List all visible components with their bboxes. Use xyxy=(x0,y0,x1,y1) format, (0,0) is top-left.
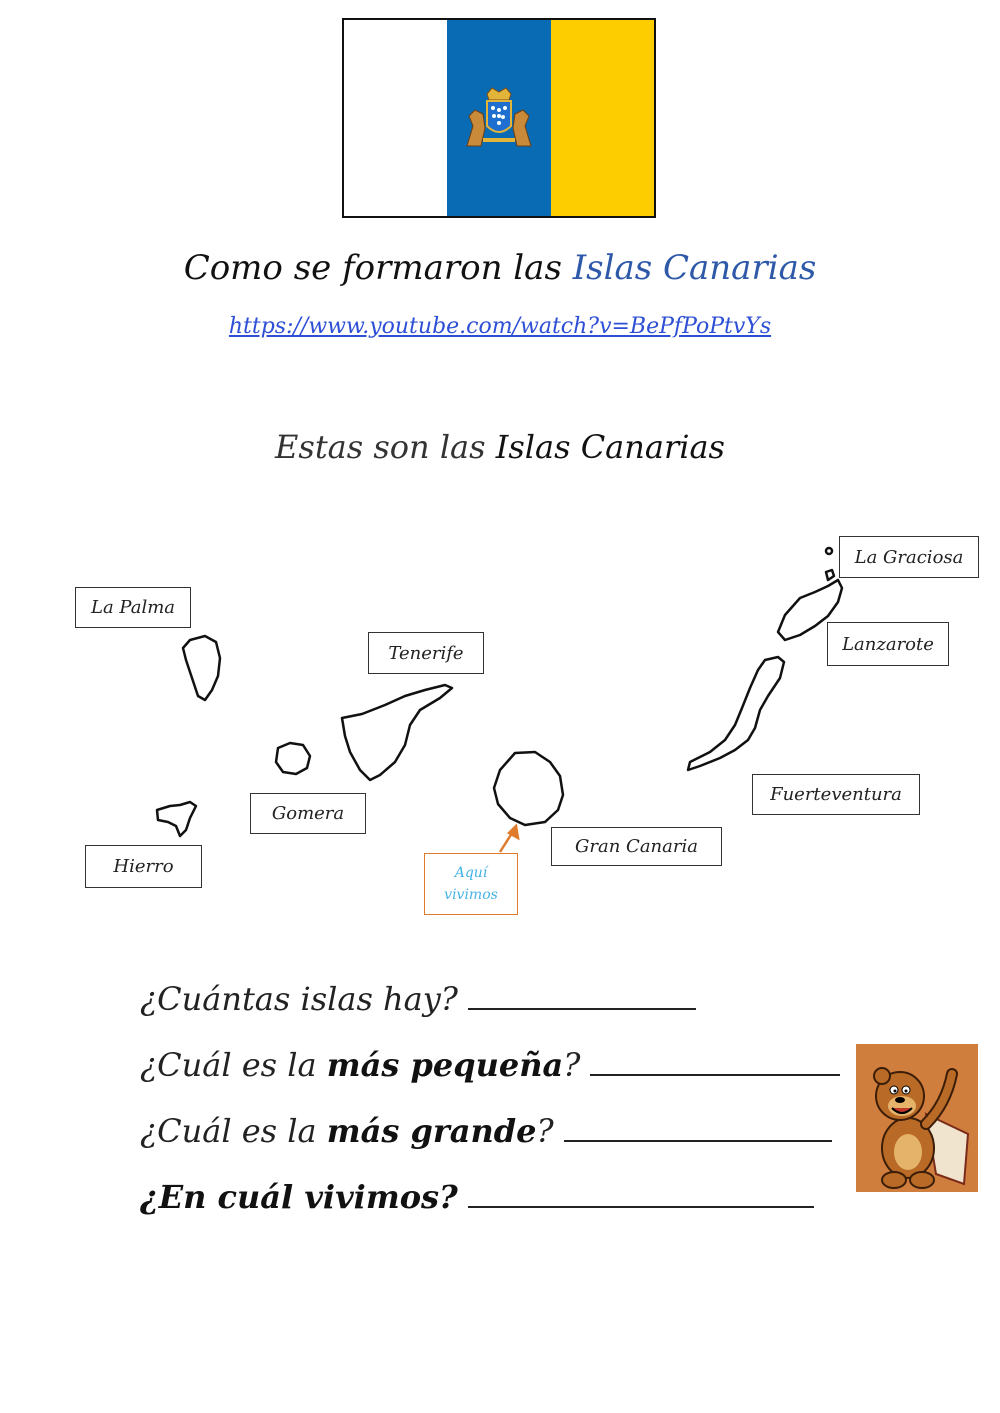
hierro-island xyxy=(157,802,196,836)
label-lanzarote: Lanzarote xyxy=(827,622,949,666)
question-3 xyxy=(140,1112,832,1150)
flag-white-stripe xyxy=(344,20,447,216)
answer-line-3[interactable] xyxy=(564,1139,832,1142)
answer-line-1[interactable] xyxy=(468,1007,696,1010)
label-fuerteventura: Fuerteventura xyxy=(752,774,920,815)
gran-canaria-island xyxy=(494,752,563,825)
map-subtitle xyxy=(0,428,1000,466)
coat-of-arms-icon xyxy=(459,86,539,150)
gomera-island xyxy=(276,743,310,774)
answer-line-4[interactable] xyxy=(468,1205,814,1208)
flag-yellow-stripe xyxy=(551,20,654,216)
question-4 xyxy=(140,1178,814,1216)
question-2 xyxy=(140,1046,840,1084)
label-la-graciosa: La Graciosa xyxy=(839,536,979,578)
question-2-post: ? xyxy=(563,1046,581,1084)
fuerteventura-island xyxy=(688,657,784,770)
vivimos-text: vivimos xyxy=(444,887,498,903)
youtube-link[interactable]: https://www.youtube.com/watch?v=BePfPoPtvYs xyxy=(228,314,772,339)
tenerife-island xyxy=(342,685,452,780)
question-2-pre: ¿Cuál es la xyxy=(140,1046,327,1084)
aqui-text: Aquí xyxy=(454,865,488,881)
label-tenerife: Tenerife xyxy=(368,632,484,674)
page-title xyxy=(0,248,1000,288)
alegranza-islet xyxy=(826,548,832,554)
question-4-text: ¿En cuál vivimos? xyxy=(140,1178,458,1216)
cartoon-bear-waving-icon xyxy=(856,1044,978,1192)
bear-illustration xyxy=(856,1044,978,1192)
title-accent: Islas Canarias xyxy=(572,248,817,288)
question-3-bold: más grande xyxy=(326,1112,537,1150)
label-gran-canaria: Gran Canaria xyxy=(551,827,722,866)
question-2-bold: más pequeña xyxy=(326,1046,564,1084)
label-la-palma: La Palma xyxy=(75,587,191,628)
la-palma-island xyxy=(183,636,220,700)
canary-islands-flag xyxy=(342,18,656,218)
question-3-post: ? xyxy=(536,1112,554,1150)
question-1-text: ¿Cuántas islas hay? xyxy=(140,980,458,1018)
answer-line-2[interactable] xyxy=(590,1073,840,1076)
flag-blue-stripe xyxy=(447,20,550,216)
title-plain: Como se formaron las xyxy=(183,248,573,288)
subtitle-plain: Estas son las xyxy=(275,428,496,466)
question-1 xyxy=(140,980,696,1018)
arrow-icon xyxy=(500,826,518,852)
label-aqui-vivimos xyxy=(424,853,518,915)
subtitle-bold: Islas Canarias xyxy=(495,428,725,466)
label-gomera: Gomera xyxy=(250,793,366,834)
question-3-pre: ¿Cuál es la xyxy=(140,1112,327,1150)
la-graciosa-island xyxy=(826,570,834,580)
label-hierro: Hierro xyxy=(85,845,202,888)
